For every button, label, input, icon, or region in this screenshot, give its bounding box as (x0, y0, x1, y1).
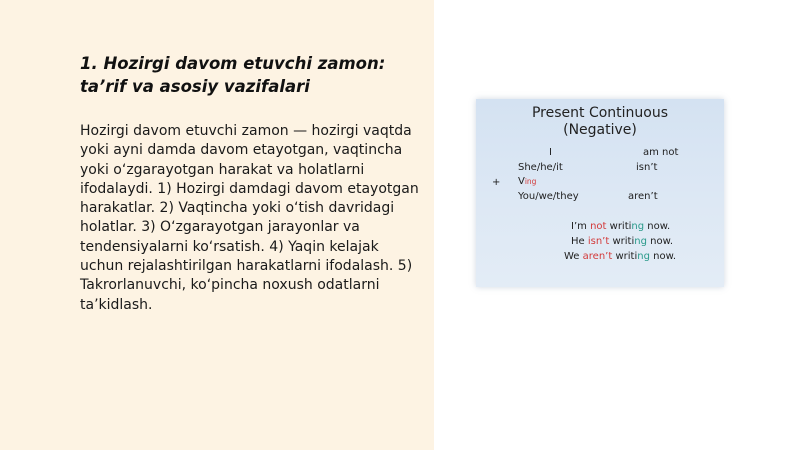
card-title-line2: (Negative) (563, 122, 637, 138)
aux-am-not: am not (643, 147, 679, 158)
card-title (476, 105, 724, 139)
slide-heading: 1. Hozirgi davom etuvchi zamon: ta’rif va asosiy vazifalari (80, 54, 386, 96)
verb-ing-suffix: ing (524, 177, 537, 186)
pronoun-she-he-it: She/he/it (518, 162, 563, 173)
pronoun-you-we-they: You/we/they (518, 191, 579, 202)
card-title-line1: Present Continuous (531, 105, 669, 121)
example-sentence-2: He isn’t writing now. (571, 236, 674, 247)
verb-ing-formula (518, 176, 536, 188)
example-sentence-3: We aren’t writing now. (564, 251, 677, 262)
aux-arent: aren’t (628, 191, 658, 202)
aux-isnt: isn’t (636, 162, 658, 173)
pronoun-i: I (549, 147, 552, 158)
slide-body-text: Hozirgi davom etuvchi zamon — hozirgi vaqtda yoki ayni damda davom etayotgan, vaqtincha yoki o‘zgarayotgan harakat va holatlarni ifodalaydi. 1) Hozirgi damdagi davom etayotgan harakatlar. 2) Vaqtincha yoki o‘tish davridagi holatlar. 3) O‘zgarayotgan jarayonlar va tendensiyalarni ko‘rsatish. 4) Yaqin kelajak uchun rejalashtirilgan harakatlarni ifodalash. 5) Takrorlanuvchi, ko‘pincha noxush odatlarni ta’kidlash. (80, 123, 419, 313)
example-sentence-1: I’m not writing now. (571, 221, 671, 232)
verb-v: V (518, 176, 525, 187)
present-continuous-negative-card (476, 99, 724, 287)
plus-sign: + (492, 177, 501, 188)
